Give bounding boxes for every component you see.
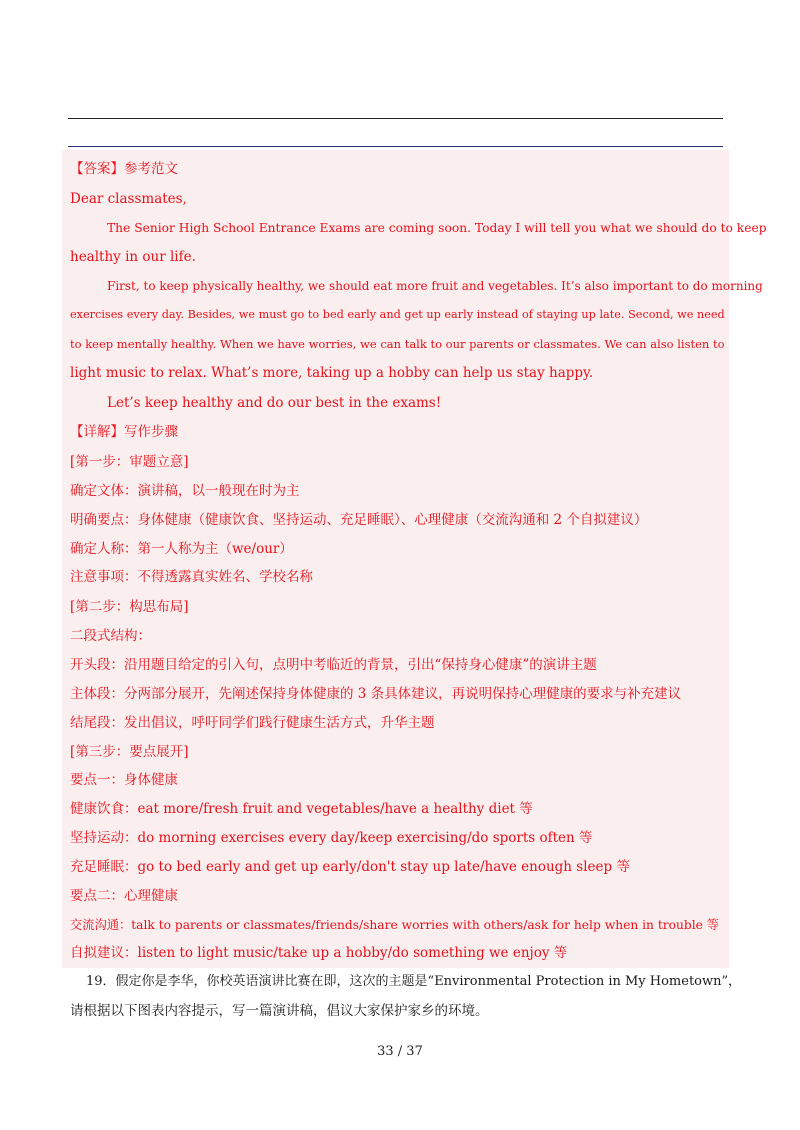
explanation-line: 开头段：沿用题目给定的引入句，点明中考临近的背景，引出“保持身心健康”的演讲主题 xyxy=(70,657,597,673)
explanation-line: 健康饮食：eat more/fresh fruit and vegetables/have a healthy diet 等 xyxy=(70,801,533,817)
explanation-line: 注意事项：不得透露真实姓名、学校名称 xyxy=(70,569,313,585)
explanation-line: 充足睡眠：go to bed early and get up early/don't stay up late/have enough sleep 等 xyxy=(70,859,630,875)
explanation-line: 自拟建议：listen to light music/take up a hobby/do something we enjoy 等 xyxy=(70,945,568,961)
essay-line: to keep mentally healthy. When we have worries, we can talk to our parents or classmates. We can also listen to xyxy=(70,337,725,351)
essay-line: First, to keep physically healthy, we should eat more fruit and vegetables. It’s also important to do morning xyxy=(107,279,763,293)
essay-closing: Let’s keep healthy and do our best in the exams! xyxy=(107,395,442,411)
explanation-line: 要点二：心理健康 xyxy=(70,888,178,904)
explanation-line: 要点一：身体健康 xyxy=(70,772,178,788)
answer-heading: 【答案】参考范文 xyxy=(70,161,178,177)
explanation-line: 结尾段：发出倡议，呼吁同学们践行健康生活方式，升华主题 xyxy=(70,715,435,731)
essay-line: light music to relax. What’s more, taking up a hobby can help us stay happy. xyxy=(70,365,594,381)
explanation-heading: 【详解】写作步骤 xyxy=(70,424,178,440)
explanation-line: 确定人称：第一人称为主（we/our） xyxy=(70,541,293,557)
explanation-line: 明确要点：身体健康（健康饮食、坚持运动、充足睡眠）、心理健康（交流沟通和 2 个自拟建议） xyxy=(70,512,648,528)
essay-line: The Senior High School Entrance Exams are coming soon. Today I will tell you what we should do to keep xyxy=(107,221,767,235)
page-number: 33 / 37 xyxy=(377,1044,423,1059)
explanation-line: 坚持运动：do morning exercises every day/keep exercising/do sports often 等 xyxy=(70,830,593,846)
essay-salutation: Dear classmates, xyxy=(70,191,187,207)
essay-line: exercises every day. Besides, we must go to bed early and get up early instead of staying up late. Second, we need xyxy=(70,308,725,321)
header-rule-top xyxy=(68,118,723,119)
essay-line: healthy in our life. xyxy=(70,249,196,265)
explanation-line: 主体段：分两部分展开，先阐述保持身体健康的 3 条具体建议，再说明保持心理健康的要求与补充建议 xyxy=(70,686,682,702)
explanation-line: 二段式结构： xyxy=(70,628,151,644)
header-rule-bottom xyxy=(68,146,723,147)
question-19-line-1: 19．假定你是李华，你校英语演讲比赛在即，这次的主题是“Environmental Protection in My Hometown”， xyxy=(86,974,742,989)
step-heading: [第三步：要点展开] xyxy=(70,744,189,760)
step-heading: [第二步：构思布局] xyxy=(70,599,189,615)
step-heading: [第一步：审题立意] xyxy=(70,454,189,470)
explanation-line: 交流沟通：talk to parents or classmates/friends/share worries with others/ask for help when in trouble 等 xyxy=(70,918,720,932)
explanation-line: 确定文体：演讲稿，以一般现在时为主 xyxy=(70,483,300,499)
question-19-line-2: 请根据以下图表内容提示，写一篇演讲稿，倡议大家保护家乡的环境。 xyxy=(70,1003,489,1019)
